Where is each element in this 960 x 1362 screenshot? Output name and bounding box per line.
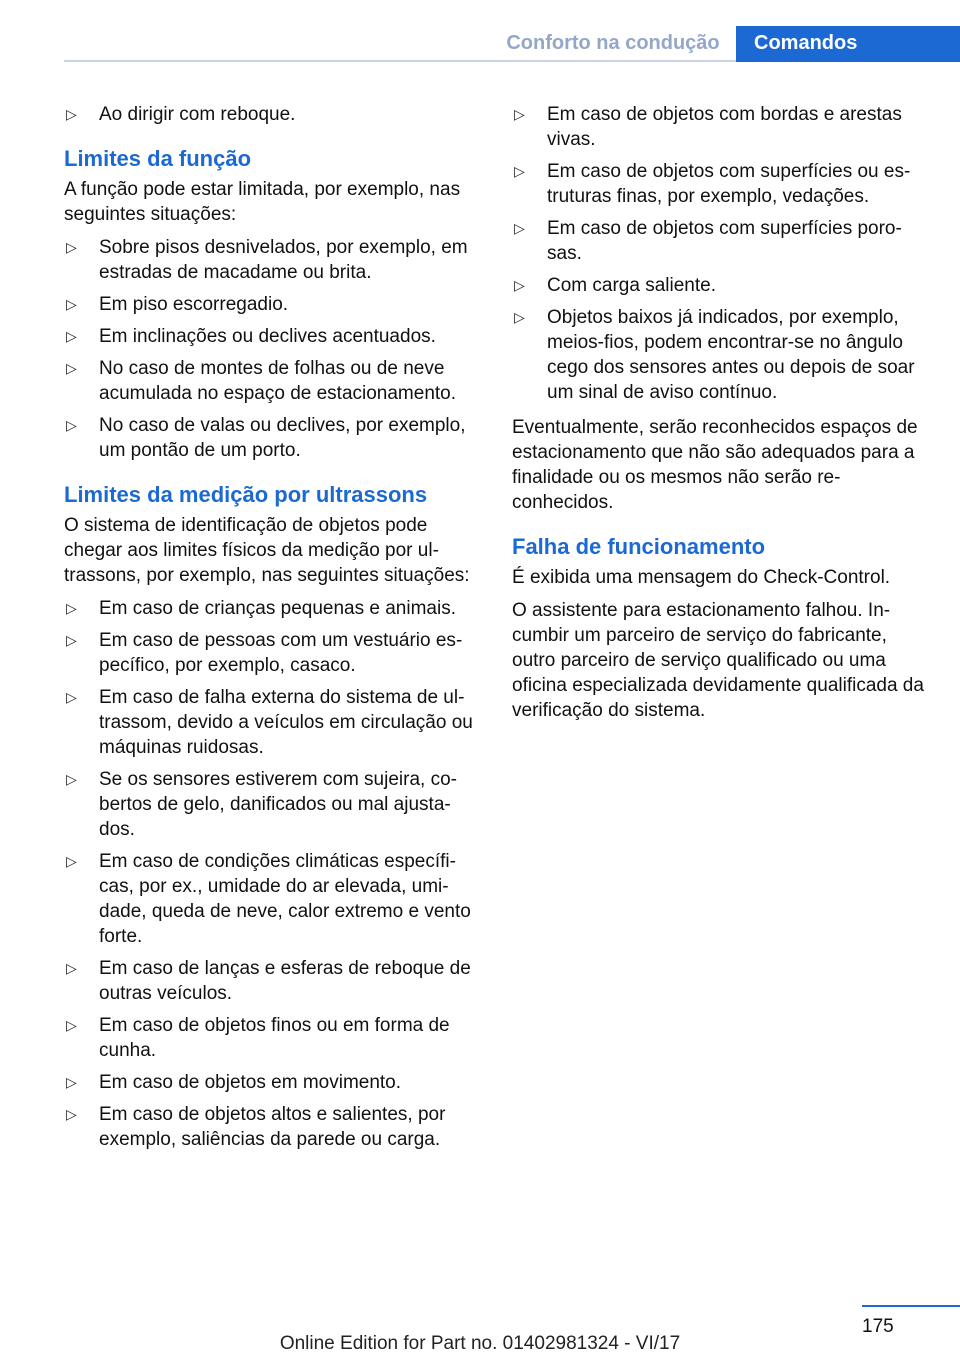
section-heading-ultrasound-limits: Limites da medição por ultrassons (64, 482, 428, 507)
edition-note: Online Edition for Part no. 01402981324 - VI/17 (279, 1333, 681, 1354)
triangle-bullet-icon: ▷ (66, 853, 77, 869)
list-item-text: Em caso de objetos com superfícies porosas. (547, 218, 902, 264)
header-section-title: Conforto na condução (506, 32, 720, 54)
list-item (64, 324, 480, 349)
list-item-text: Em piso escorregadio. (99, 294, 289, 315)
triangle-bullet-icon: ▷ (514, 163, 525, 179)
triangle-bullet-icon: ▷ (66, 1074, 77, 1090)
list-item (64, 685, 480, 760)
bullet-list (64, 102, 480, 127)
list-item-text: Sobre pisos desnivelados, por exemplo, em estradas de macadame ou brita. (99, 237, 468, 283)
list-item-text: Com carga saliente. (547, 275, 716, 296)
list-item-text: Em caso de lanças e esferas de reboque de outras veículos. (99, 958, 471, 1004)
paragraph: É exibida uma mensagem do Check-Control. (512, 567, 891, 588)
list-item-text: Em caso de objetos em movimento. (99, 1072, 402, 1093)
page-header (0, 0, 960, 62)
list-item (64, 956, 480, 1006)
right-column (512, 102, 928, 731)
list-item (64, 413, 480, 463)
list-item (64, 596, 480, 621)
list-item (512, 159, 928, 209)
triangle-bullet-icon: ▷ (66, 689, 77, 705)
list-item (64, 356, 480, 406)
section-intro: A função pode estar limitada, por exemplo, nas seguintes situações: (64, 179, 461, 225)
list-item-text: Em caso de crianças pequenas e animais. (99, 598, 456, 619)
triangle-bullet-icon: ▷ (66, 1017, 77, 1033)
triangle-bullet-icon: ▷ (514, 309, 525, 325)
list-item-text: Em caso de objetos com superfícies ou estruturas finas, por exemplo, vedações. (547, 161, 911, 207)
list-item (64, 292, 480, 317)
section-intro: O sistema de identificação de objetos pode chegar aos limites físicos da medição por ultrassons, por exemplo, nas seguintes situações: (64, 515, 470, 586)
list-item (64, 849, 480, 949)
triangle-bullet-icon: ▷ (66, 417, 77, 433)
list-item (64, 1102, 480, 1152)
triangle-bullet-icon: ▷ (66, 328, 77, 344)
list-item (64, 1013, 480, 1063)
list-item (64, 1070, 480, 1095)
triangle-bullet-icon: ▷ (514, 277, 525, 293)
section-heading-function-limits: Limites da função (64, 146, 252, 171)
list-item (512, 216, 928, 266)
list-item-text: Se os sensores estiverem com sujeira, cobertos de gelo, danificados ou mal ajustados. (99, 769, 457, 840)
list-item-text: Em caso de falha externa do sistema de ultrassom, devido a veículos em circulação ou máquinas ruidosas. (99, 687, 473, 758)
paragraph: O assistente para estacionamento falhou. Incumbir um parceiro de serviço do fabricante, outro parceiro de serviço qualificado ou uma oficina especializada devidamente qualificada da verificação do sistema. (512, 600, 924, 721)
footer-rule (862, 1305, 960, 1307)
list-item-text: Em caso de condições climáticas específicas, por ex., umidade do ar elevada, umidade, queda de neve, calor extremo e vento forte. (99, 851, 471, 947)
left-column (64, 102, 480, 1162)
triangle-bullet-icon: ▷ (66, 771, 77, 787)
list-item (512, 305, 928, 405)
section-heading-malfunction: Falha de funcionamento (512, 534, 766, 559)
list-item (64, 102, 480, 127)
triangle-bullet-icon: ▷ (66, 106, 77, 122)
list-item-text: Em caso de pessoas com um vestuário específico, por exemplo, casaco. (99, 630, 463, 676)
list-item-text: Em caso de objetos altos e salientes, por exemplo, saliências da parede ou carga. (99, 1104, 446, 1150)
list-item (512, 102, 928, 152)
bullet-list (64, 235, 480, 463)
list-item-text: No caso de valas ou declives, por exemplo, um pontão de um porto. (99, 415, 466, 461)
bullet-list (64, 596, 480, 1152)
triangle-bullet-icon: ▷ (66, 296, 77, 312)
page-number: 175 (862, 1316, 894, 1337)
paragraph: Eventualmente, serão reconhecidos espaços de estacionamento que não são adequados para a finalidade ou os mesmos não serão reconhecidos. (512, 417, 918, 513)
list-item-text: Ao dirigir com reboque. (99, 104, 296, 125)
list-item (64, 628, 480, 678)
triangle-bullet-icon: ▷ (66, 632, 77, 648)
list-item-text: Em caso de objetos finos ou em forma de cunha. (99, 1015, 450, 1061)
bullet-list (512, 102, 928, 405)
triangle-bullet-icon: ▷ (66, 600, 77, 616)
triangle-bullet-icon: ▷ (66, 360, 77, 376)
list-item-text: No caso de montes de folhas ou de neve acumulada no espaço de estacionamento. (99, 358, 457, 404)
triangle-bullet-icon: ▷ (66, 239, 77, 255)
triangle-bullet-icon: ▷ (66, 1106, 77, 1122)
triangle-bullet-icon: ▷ (514, 220, 525, 236)
list-item (64, 767, 480, 842)
list-item-text: Em inclinações ou declives acentuados. (99, 326, 436, 347)
list-item-text: Em caso de objetos com bordas e arestas vivas. (547, 104, 902, 150)
triangle-bullet-icon: ▷ (66, 960, 77, 976)
triangle-bullet-icon: ▷ (514, 106, 525, 122)
header-chapter-tab: Comandos (736, 26, 960, 62)
list-item (64, 235, 480, 285)
list-item (512, 273, 928, 298)
list-item-text: Objetos baixos já indicados, por exemplo, meios-fios, podem encontrar-se no ângulo cego dos sensores antes ou depois de soar um sinal de aviso contínuo. (547, 307, 915, 403)
